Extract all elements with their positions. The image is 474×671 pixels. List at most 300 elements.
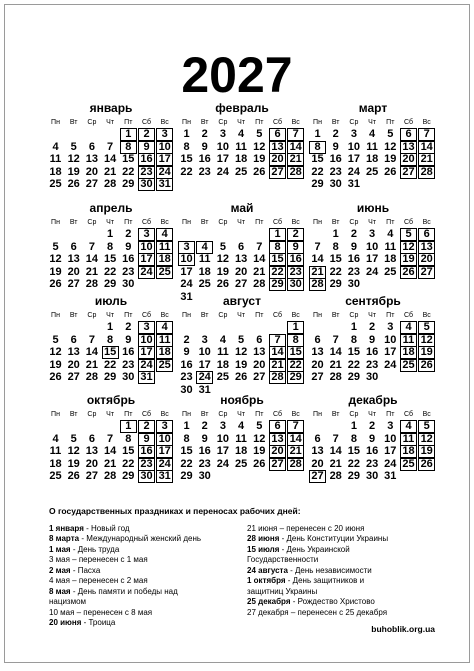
weekday-label: Пн (182, 219, 191, 226)
day-cell: 31 (138, 371, 155, 384)
day-cell: 28 (329, 470, 342, 483)
day-cell: 16 (138, 445, 155, 458)
day-cell: 22 (347, 358, 361, 371)
day-cell: 9 (138, 433, 155, 446)
day-cell: 3 (156, 128, 173, 141)
weekday-label: Чт (368, 411, 377, 418)
day-cell: 27 (67, 371, 80, 384)
note-text: 27 декабря – перенесен с 25 декабря (247, 607, 388, 617)
day-cell: 29 (180, 470, 193, 483)
month-block (176, 201, 308, 308)
day-cell: 9 (287, 241, 304, 254)
month-block (307, 294, 439, 401)
day-cell: 4 (387, 228, 394, 240)
day-cell: 15 (180, 153, 193, 166)
day-cell: 13 (400, 141, 417, 154)
day-cell: 9 (125, 333, 132, 346)
day-cell: 21 (269, 359, 286, 372)
day-cell: 19 (49, 358, 62, 371)
day-cell: 18 (198, 265, 211, 278)
weekday-label: Сб (141, 119, 152, 126)
day-cell: 12 (418, 334, 435, 347)
site-url: buhoblik.org.ua (371, 624, 435, 634)
day-cell: 26 (400, 266, 417, 279)
day-cell: 17 (156, 445, 173, 458)
day-cell: 17 (156, 153, 173, 166)
day-cell: 2 (201, 420, 208, 432)
calendar-page (4, 4, 470, 663)
day-cell: 8 (107, 333, 114, 346)
day-cell: 4 (196, 241, 213, 254)
note-date: 15 июля (247, 544, 280, 554)
day-cell: 23 (198, 165, 211, 178)
day-cell: 5 (418, 321, 435, 334)
day-cell: 16 (180, 358, 193, 371)
day-cell: 21 (85, 265, 99, 278)
day-cell: 14 (269, 346, 286, 359)
day-cell: 5 (418, 420, 435, 433)
day-cell: 5 (238, 333, 245, 346)
day-cell: 30 (138, 178, 155, 191)
weekday-label: Ср (218, 312, 228, 319)
weekday-label: Вт (200, 312, 209, 319)
weekday-label: Ср (349, 119, 359, 126)
day-cell: 1 (332, 228, 339, 240)
day-cell: 20 (85, 165, 99, 178)
day-cell: 16 (347, 253, 361, 266)
weekday-label: Пн (182, 312, 191, 319)
day-cell: 12 (253, 432, 266, 445)
day-cell: 28 (103, 178, 117, 191)
day-cell: 25 (49, 178, 62, 191)
note-date: 1 января (49, 523, 84, 533)
weekday-label: Чт (368, 312, 377, 319)
day-cell: 17 (138, 253, 155, 266)
day-cell: 23 (180, 371, 193, 384)
note-line (247, 576, 445, 587)
day-cell: 6 (238, 240, 245, 253)
day-cell: 13 (234, 253, 248, 266)
weekday-label: Сб (403, 411, 414, 418)
day-cell: 17 (138, 346, 155, 359)
day-cell: 13 (311, 346, 324, 359)
day-cell: 24 (156, 458, 173, 471)
note-date: 1 октября (247, 576, 286, 585)
day-cell: 22 (329, 265, 342, 278)
day-cell: 17 (216, 153, 230, 166)
day-cell: 9 (201, 140, 208, 153)
day-cell: 25 (400, 458, 417, 471)
day-cell: 1 (107, 321, 114, 333)
day-cell: 8 (350, 432, 357, 445)
day-cell: 13 (269, 141, 286, 154)
month-name: декабрь (348, 393, 398, 407)
weekday-label: Ср (218, 119, 228, 126)
day-cell: 7 (332, 432, 339, 445)
day-cell: 8 (120, 141, 137, 154)
day-cell: 1 (314, 128, 321, 140)
day-cell: 26 (234, 371, 248, 384)
day-cell: 16 (198, 445, 211, 458)
day-cell: 20 (67, 265, 80, 278)
day-cell: 22 (122, 165, 135, 178)
day-cell: 19 (253, 153, 266, 166)
note-line (247, 524, 445, 535)
note-text: - Троица (81, 618, 116, 627)
day-cell: 8 (183, 432, 190, 445)
weekday-label: Чт (106, 411, 115, 418)
weekday-label: Вт (331, 312, 340, 319)
day-cell: 5 (256, 128, 263, 140)
day-cell: 28 (103, 470, 117, 483)
day-cell: 5 (256, 420, 263, 432)
day-cell: 14 (85, 346, 99, 359)
weekday-label: Пт (124, 312, 133, 319)
weekday-label: Ср (87, 312, 97, 319)
month-grid (309, 311, 437, 401)
note-date: 1 мая (49, 544, 71, 554)
day-cell: 16 (122, 253, 135, 266)
weekday-label: Сб (141, 312, 152, 319)
day-cell: 20 (269, 153, 286, 166)
weekday-label: Чт (237, 119, 246, 126)
day-cell: 19 (234, 358, 248, 371)
note-line (49, 576, 247, 587)
note-text: - День защитников и (285, 576, 365, 585)
weekday-label: Пн (313, 312, 322, 319)
weekday-label: Чт (106, 219, 115, 226)
weekday-label: Вс (291, 411, 300, 418)
day-cell: 23 (138, 166, 155, 179)
month-grid (47, 410, 175, 500)
weekday-label: Ср (349, 312, 359, 319)
day-cell: 21 (287, 153, 304, 166)
day-cell: 12 (384, 140, 397, 153)
notes-left-column (49, 524, 247, 629)
day-cell: 13 (269, 433, 286, 446)
note-line (247, 534, 445, 545)
month-name: сентябрь (345, 294, 401, 308)
note-text: 3 мая – перенесен с 1 мая (49, 555, 148, 564)
note-date: 20 июня (49, 618, 82, 627)
weekday-label: Сб (403, 119, 414, 126)
day-cell: 30 (198, 470, 211, 483)
day-cell: 6 (70, 240, 77, 253)
day-cell: 7 (418, 128, 435, 141)
note-text: Государственности (247, 555, 319, 564)
day-cell: 23 (138, 458, 155, 471)
weekday-label: Вс (160, 119, 169, 126)
day-cell: 20 (311, 457, 324, 470)
day-cell: 14 (311, 253, 324, 266)
day-cell: 1 (350, 321, 357, 333)
day-cell: 27 (269, 166, 286, 179)
month-grid (309, 118, 437, 208)
day-cell: 7 (287, 128, 304, 141)
day-cell: 9 (125, 240, 132, 253)
day-cell: 2 (350, 228, 357, 240)
day-cell: 4 (238, 128, 245, 140)
weekday-label: Сб (272, 119, 283, 126)
day-cell: 11 (366, 140, 378, 153)
day-cell: 16 (287, 253, 304, 266)
day-cell: 18 (365, 153, 379, 166)
day-cell: 5 (70, 432, 77, 445)
day-cell: 16 (198, 153, 211, 166)
month-block (307, 101, 439, 208)
day-cell: 30 (365, 470, 379, 483)
day-cell: 20 (269, 445, 286, 458)
notes-right-column (247, 524, 445, 629)
day-cell: 7 (256, 240, 263, 253)
weekday-label: Пт (386, 119, 395, 126)
day-cell: 5 (387, 128, 394, 140)
note-line (247, 566, 445, 577)
month-block (45, 101, 177, 208)
day-cell: 6 (269, 128, 286, 141)
day-cell: 1 (183, 128, 190, 140)
weekday-label: Сб (403, 219, 414, 226)
month-name: июнь (356, 201, 390, 215)
day-cell: 11 (156, 334, 173, 347)
day-cell: 3 (156, 420, 173, 433)
day-cell: 5 (52, 240, 59, 253)
day-cell: 1 (120, 128, 137, 141)
day-cell: 22 (269, 266, 286, 279)
note-line (247, 597, 445, 608)
day-cell: 22 (103, 265, 117, 278)
note-line (49, 597, 247, 608)
day-cell: 15 (103, 253, 117, 266)
day-cell: 3 (350, 128, 357, 140)
day-cell: 24 (384, 457, 397, 470)
day-cell: 10 (347, 140, 361, 153)
day-cell: 21 (418, 153, 435, 166)
note-text: - День независимости (287, 565, 372, 575)
day-cell: 15 (311, 153, 324, 166)
day-cell: 27 (85, 470, 99, 483)
day-cell: 18 (216, 358, 230, 371)
day-cell: 28 (85, 278, 99, 291)
day-cell: 16 (365, 346, 379, 359)
note-text: 21 июня – перенесен с 20 июня (247, 523, 365, 533)
day-cell: 21 (85, 358, 99, 371)
note-date: 8 марта (49, 534, 80, 543)
day-cell: 25 (156, 359, 173, 372)
day-cell: 29 (347, 470, 361, 483)
day-cell: 2 (138, 420, 155, 433)
day-cell: 16 (365, 445, 379, 458)
weekday-label: Вт (331, 411, 340, 418)
day-cell: 4 (52, 140, 59, 153)
weekday-label: Пн (51, 411, 60, 418)
day-cell: 7 (269, 334, 286, 347)
day-cell: 1 (350, 420, 357, 432)
day-cell: 24 (138, 266, 155, 279)
day-cell: 8 (125, 432, 132, 445)
day-cell: 26 (67, 470, 80, 483)
day-cell: 4 (369, 128, 376, 140)
month-block (176, 294, 308, 401)
day-cell: 18 (49, 165, 62, 178)
day-cell: 12 (67, 445, 80, 458)
day-cell: 19 (418, 445, 435, 458)
day-cell: 3 (178, 241, 195, 254)
day-cell: 6 (88, 432, 95, 445)
day-cell: 21 (309, 266, 326, 279)
day-cell: 6 (88, 140, 95, 153)
note-line (49, 545, 247, 556)
day-cell: 21 (103, 457, 117, 470)
day-cell: 20 (253, 358, 266, 371)
day-cell: 26 (384, 165, 397, 178)
day-cell: 11 (400, 334, 417, 347)
day-cell: 10 (138, 241, 155, 254)
weekday-label: Пт (255, 219, 264, 226)
day-cell: 3 (219, 128, 226, 140)
day-cell: 1 (269, 228, 286, 241)
day-cell: 23 (198, 457, 211, 470)
weekday-label: Пн (313, 219, 322, 226)
note-text: 10 мая – перенесен с 8 мая (49, 607, 153, 617)
note-line (49, 566, 247, 577)
month-name: февраль (215, 101, 269, 115)
day-cell: 2 (369, 420, 376, 432)
day-cell: 20 (418, 253, 435, 266)
day-cell: 18 (234, 445, 248, 458)
day-cell: 9 (350, 240, 357, 253)
day-cell: 17 (198, 358, 211, 371)
day-cell: 7 (287, 420, 304, 433)
day-cell: 20 (311, 358, 324, 371)
day-cell: 9 (332, 140, 339, 153)
day-cell: 10 (216, 432, 230, 445)
note-line (49, 618, 247, 629)
year-title: 2027 (181, 47, 293, 103)
day-cell: 8 (183, 140, 190, 153)
month-block (307, 393, 439, 500)
day-cell: 14 (287, 141, 304, 154)
month-name: апрель (89, 201, 133, 215)
month-block (45, 294, 177, 401)
month-name: ноябрь (220, 393, 264, 407)
day-cell: 11 (198, 253, 211, 266)
day-cell: 3 (387, 420, 394, 432)
day-cell: 13 (311, 445, 324, 458)
weekday-label: Вс (422, 219, 431, 226)
day-cell: 15 (102, 346, 119, 359)
month-grid (47, 118, 175, 208)
day-cell: 2 (332, 128, 339, 140)
note-date: 24 августа (247, 565, 288, 575)
day-cell: 31 (180, 291, 193, 303)
day-cell: 28 (253, 278, 266, 291)
day-cell: 7 (88, 240, 95, 253)
day-cell: 22 (311, 165, 324, 178)
day-cell: 11 (400, 433, 417, 446)
month-name: июль (94, 294, 128, 308)
day-cell: 5 (400, 228, 417, 241)
day-cell: 12 (418, 433, 435, 446)
weekday-label: Чт (237, 312, 246, 319)
day-cell: 12 (67, 153, 80, 166)
day-cell: 2 (201, 128, 208, 140)
day-cell: 29 (347, 371, 361, 384)
day-cell: 7 (107, 140, 114, 153)
day-cell: 14 (85, 253, 99, 266)
day-cell: 20 (234, 265, 248, 278)
day-cell: 3 (387, 321, 394, 333)
day-cell: 20 (67, 358, 80, 371)
day-cell: 10 (138, 334, 155, 347)
day-cell: 17 (384, 445, 397, 458)
weekday-label: Вс (422, 119, 431, 126)
weekday-label: Вс (422, 411, 431, 418)
day-cell: 8 (350, 333, 357, 346)
day-cell: 18 (49, 457, 62, 470)
day-cell: 15 (347, 346, 361, 359)
weekday-label: Пт (255, 119, 264, 126)
month-grid (47, 311, 175, 401)
note-line (247, 608, 445, 619)
day-cell: 31 (156, 178, 173, 191)
day-cell: 20 (400, 153, 417, 166)
weekday-label: Пт (124, 219, 133, 226)
weekday-label: Вс (160, 219, 169, 226)
day-cell: 16 (138, 153, 155, 166)
day-cell: 23 (122, 265, 135, 278)
weekday-label: Вт (69, 312, 78, 319)
day-cell: 30 (122, 371, 135, 384)
day-cell: 26 (418, 359, 435, 372)
day-cell: 6 (269, 420, 286, 433)
day-cell: 23 (122, 358, 135, 371)
day-cell: 8 (269, 241, 286, 254)
month-block (307, 201, 439, 308)
day-cell: 21 (103, 165, 117, 178)
day-cell: 28 (329, 371, 342, 384)
weekday-label: Пт (386, 312, 395, 319)
day-cell: 10 (198, 346, 211, 359)
day-cell: 22 (347, 457, 361, 470)
day-cell: 23 (329, 165, 342, 178)
day-cell: 20 (85, 457, 99, 470)
weekday-label: Сб (141, 219, 152, 226)
note-line (247, 587, 445, 598)
weekday-label: Ср (349, 411, 359, 418)
day-cell: 29 (122, 470, 135, 483)
day-cell: 27 (269, 458, 286, 471)
day-cell: 24 (138, 359, 155, 372)
weekday-label: Вт (69, 119, 78, 126)
day-cell: 12 (400, 241, 417, 254)
day-cell: 10 (156, 141, 173, 154)
weekday-label: Сб (272, 219, 283, 226)
day-cell: 25 (234, 457, 248, 470)
day-cell: 6 (256, 333, 263, 346)
day-cell: 19 (216, 265, 230, 278)
day-cell: 12 (234, 346, 248, 359)
weekday-label: Чт (106, 119, 115, 126)
day-cell: 21 (329, 457, 342, 470)
day-cell: 19 (253, 445, 266, 458)
day-cell: 7 (88, 333, 95, 346)
note-text: - День памяти и победы над (70, 586, 178, 596)
day-cell: 7 (332, 333, 339, 346)
day-cell: 22 (122, 457, 135, 470)
day-cell: 9 (369, 333, 376, 346)
day-cell: 19 (67, 457, 80, 470)
